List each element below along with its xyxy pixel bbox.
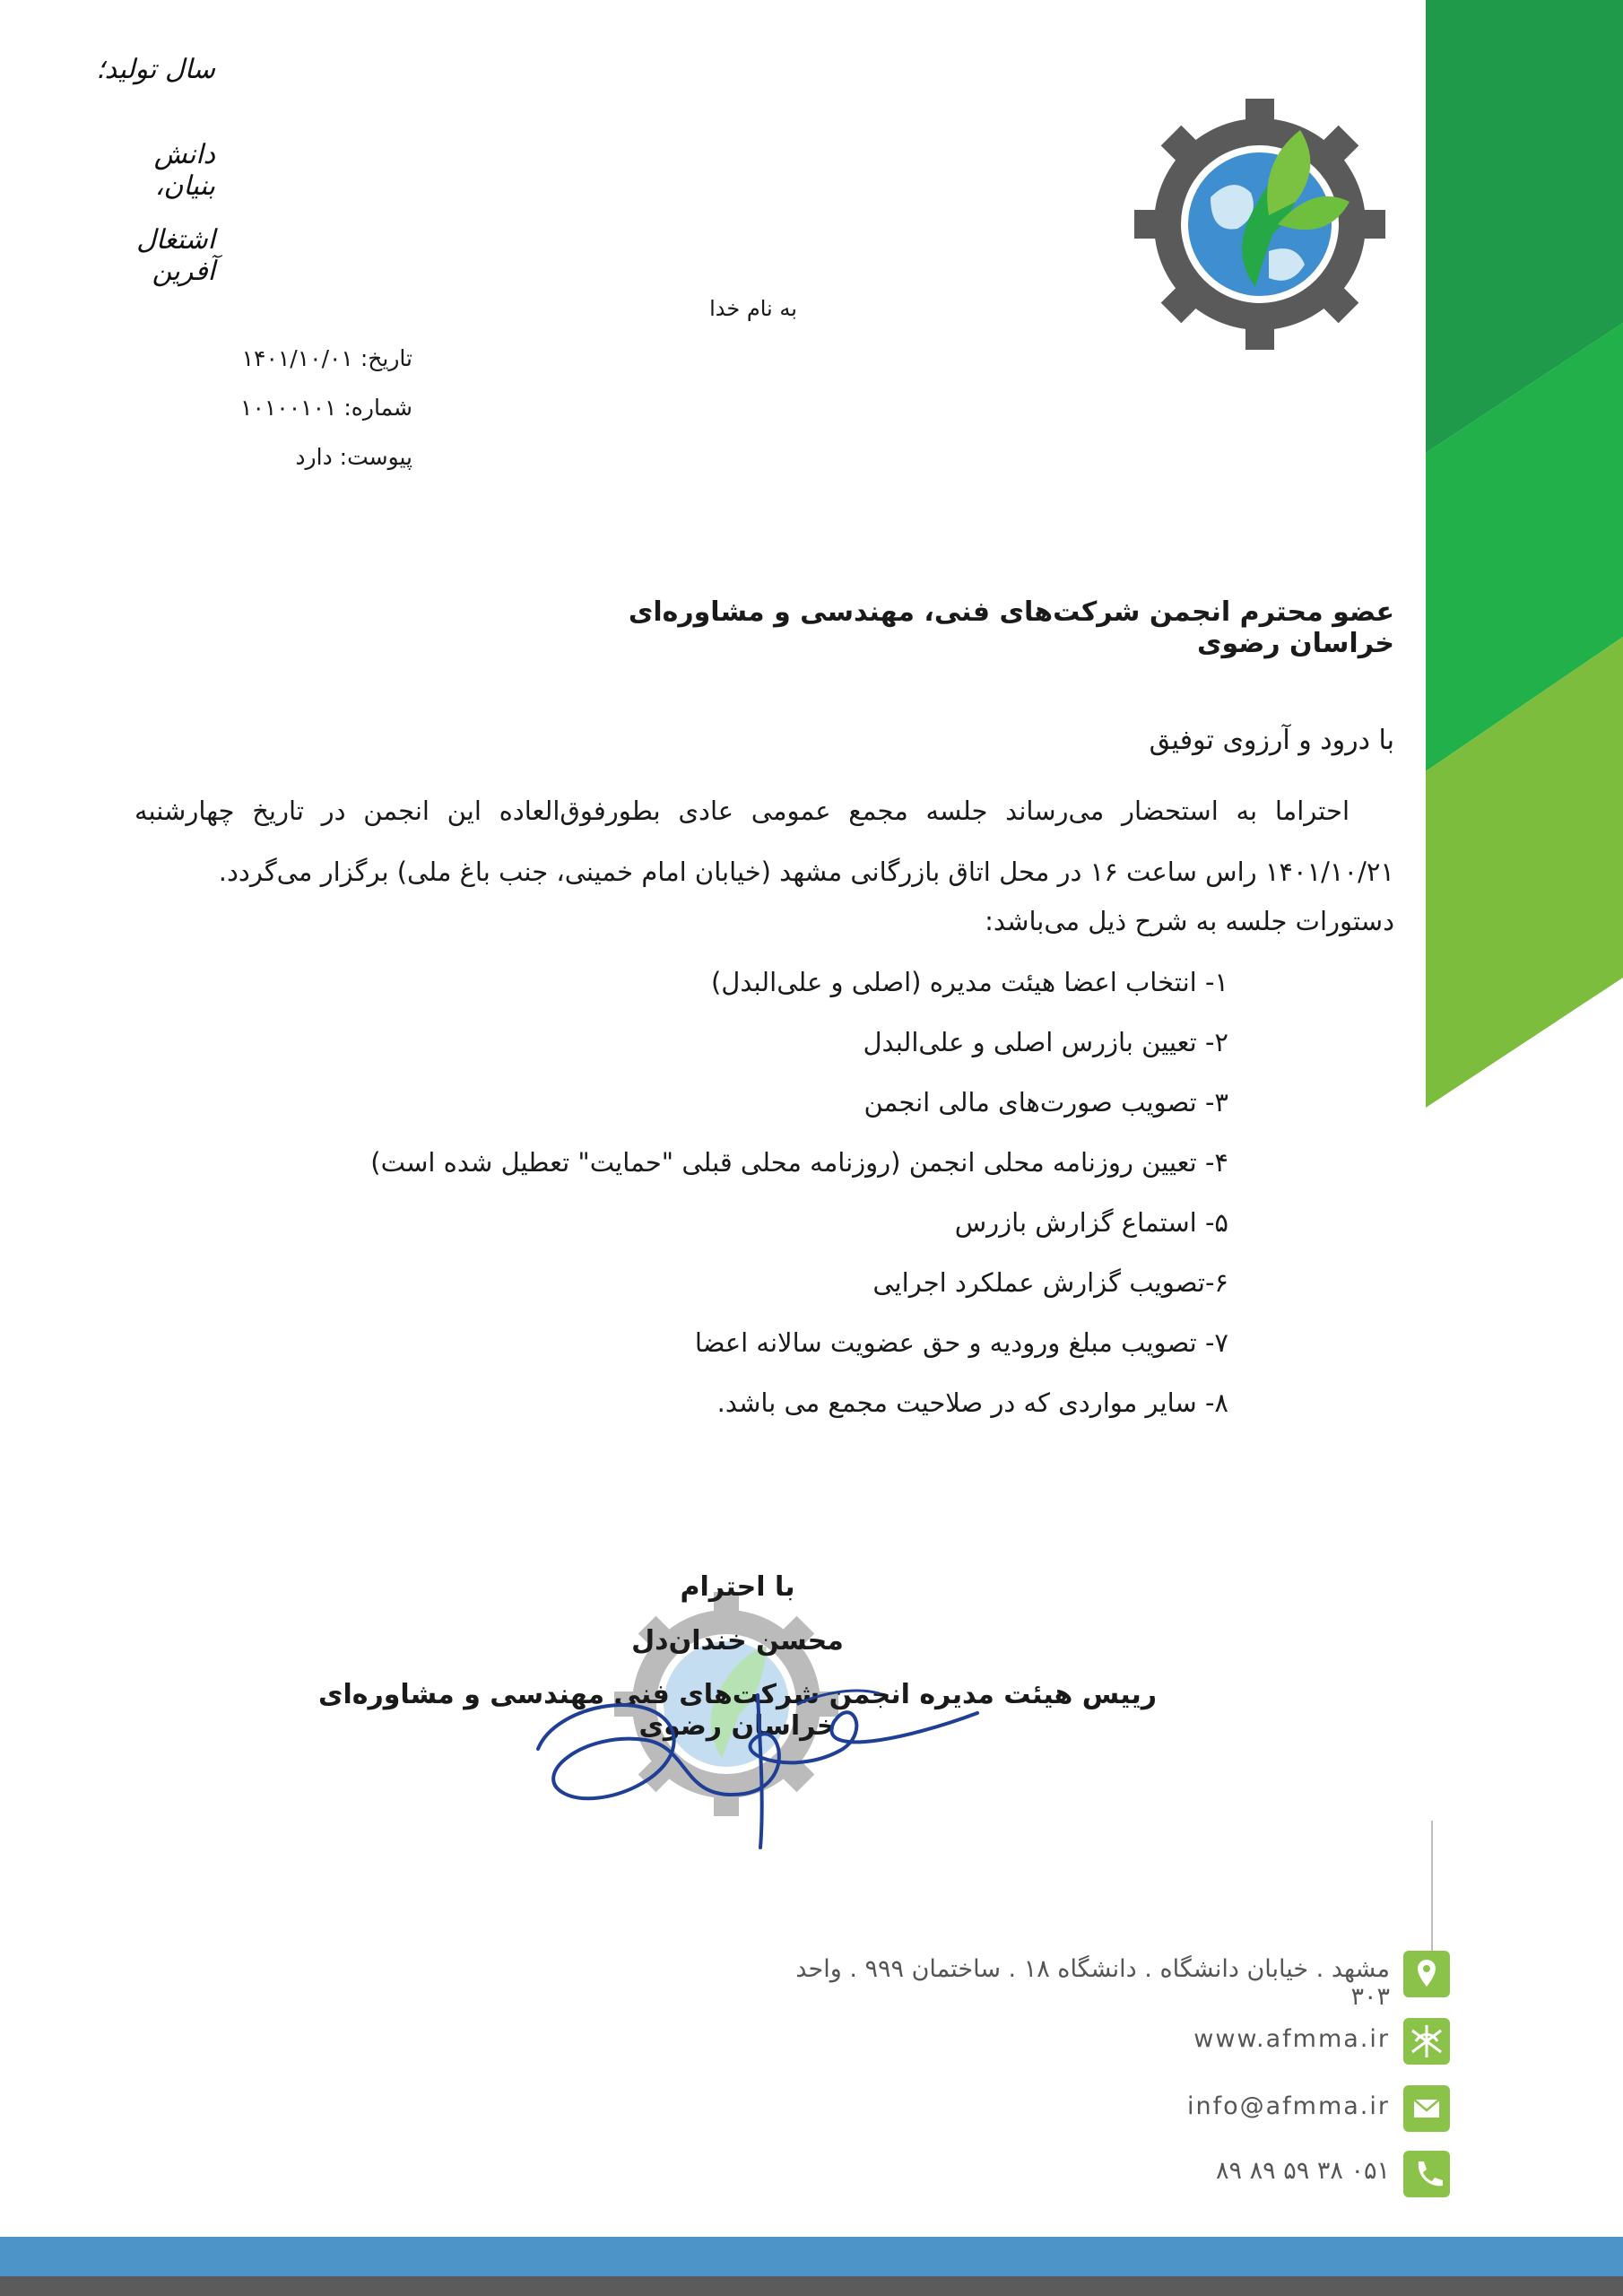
footer-blue-band	[0, 2237, 1623, 2276]
location-pin-icon	[1403, 1951, 1450, 1997]
website-icon	[1403, 2018, 1450, 2065]
agenda-item: ۳- تصویب صورت‌های مالی انجمن	[864, 1087, 1228, 1118]
footer-address: مشهد . خیابان دانشگاه . دانشگاه ۱۸ . ساختمان ۹۹۹ . واحد ۳۰۳	[795, 1955, 1390, 2011]
agenda-item: ۸- سایر مواردی که در صلاحیت مجمع می باشد.	[716, 1387, 1228, 1418]
salutation: عضو محترم انجمن شرکت‌های فنی، مهندسی و مشاوره‌ای خراسان رضوی	[628, 596, 1394, 659]
footer-website: www.afmma.ir	[1193, 2025, 1390, 2053]
email-icon	[1403, 2085, 1450, 2132]
agenda-item: ۱- انتخاب اعضا هیئت مدیره (اصلی و علی‌البدل)	[710, 967, 1228, 997]
slogan-line-2: دانش بنیان،	[153, 139, 215, 202]
handwritten-signature	[529, 1641, 1013, 1857]
footer-email: info@afmma.ir	[1186, 2092, 1390, 2120]
body-paragraph	[135, 780, 1394, 902]
signatory-name: محسن خندان‌دل	[631, 1625, 844, 1657]
footer-phone: ۰۵۱ ۳۸ ۵۹ ۸۹ ۸۹	[1216, 2157, 1390, 2185]
slogan-line-1: سال تولید؛	[96, 54, 215, 85]
agenda-item: ۴- تعیین روزنامه محلی انجمن (روزنامه محلی قبلی "حمایت" تعطیل شده است)	[370, 1147, 1228, 1178]
agenda-intro: دستورات جلسه به شرح ذیل می‌باشد:	[985, 906, 1394, 936]
letter-date: تاریخ: ۱۴۰۱/۱۰/۰۱	[241, 345, 412, 371]
signature-closing: با احترام	[680, 1571, 795, 1603]
agenda-item: ۶-تصویب گزارش عملکرد اجرایی	[872, 1267, 1228, 1298]
bismillah: به نام خدا	[709, 296, 797, 321]
agenda-item: ۷- تصویب مبلغ ورودیه و حق عضویت سالانه اعضا	[694, 1327, 1228, 1358]
phone-icon	[1403, 2151, 1450, 2197]
side-stripes-decoration	[1426, 0, 1623, 1130]
footer-gray-band	[0, 2276, 1623, 2296]
greeting: با درود و آرزوی توفیق	[1149, 725, 1394, 756]
footer-divider-line	[1431, 1821, 1433, 1955]
letter-number: شماره: ۱۰۱۰۰۱۰۱	[240, 395, 412, 421]
slogan-line-3: اشتغال آفرین	[136, 224, 215, 287]
association-logo	[1081, 49, 1421, 354]
body-paragraph-text: احتراما به استحضار می‌رساند جلسه مجمع عمومی عادی بطورفوق‌العاده این انجمن در تاریخ چهارشنبه ۱۴۰۱/۱۰/۲۱ راس ساعت ۱۶ در محل اتاق بازرگانی مشهد (خیابان امام خمینی، جنب باغ ملی) برگزار می‌گردد.	[135, 796, 1394, 887]
agenda-item: ۵- استماع گزارش بازرس	[954, 1207, 1228, 1238]
agenda-item: ۲- تعیین بازرس اصلی و علی‌البدل	[863, 1027, 1228, 1057]
signatory-title: رییس هیئت مدیره انجمن شرکت‌های فنی مهندسی و مشاوره‌ای خراسان رضوی	[317, 1679, 1157, 1742]
letter-attachment: پیوست: دارد	[295, 444, 412, 470]
